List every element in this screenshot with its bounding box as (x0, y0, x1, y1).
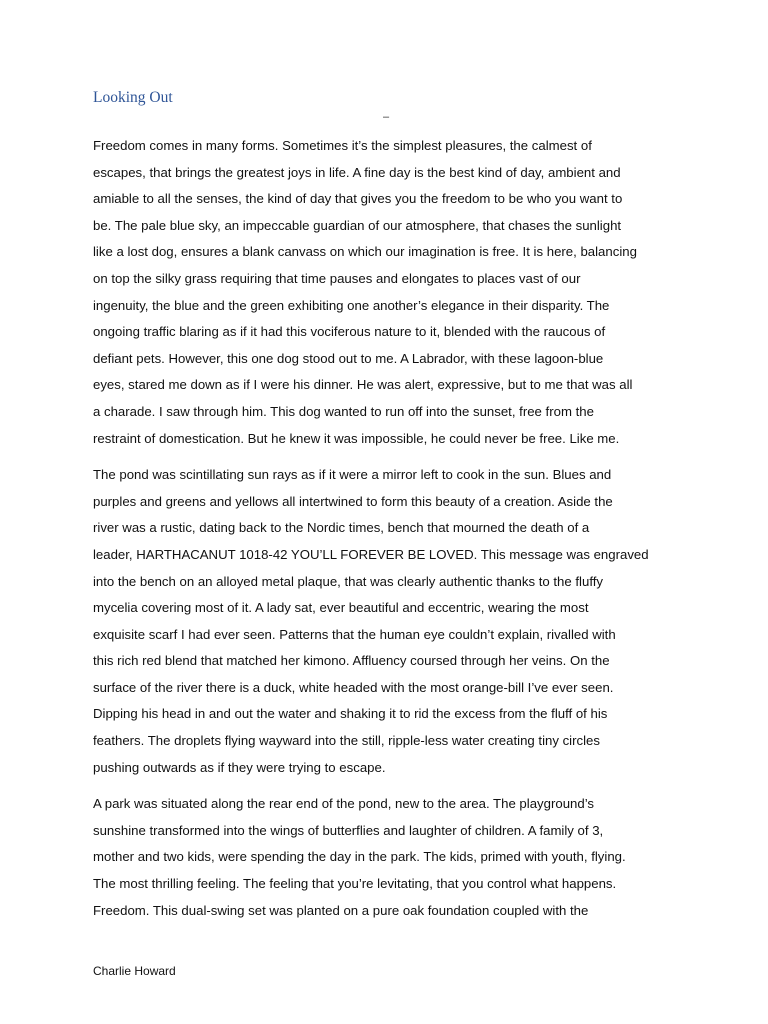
text-line: this rich red blend that matched her kimono. Affluency coursed through her veins. On the (93, 653, 610, 669)
text-line: The pond was scintillating sun rays as if it were a mirror left to cook in the sun. Blues and (93, 467, 612, 483)
text-line: amiable to all the senses, the kind of day that gives you the freedom to be who you want to (93, 191, 623, 207)
text-line: mycelia covering most of it. A lady sat, ever beautiful and eccentric, wearing the most (93, 600, 589, 616)
text-line: on top the silky grass requiring that time pauses and elongates to places vast of our (93, 270, 581, 286)
paragraph-1 (93, 133, 679, 452)
text-line: sunshine transformed into the wings of butterflies and laughter of children. A family of 3, (93, 822, 604, 838)
text-line: like a lost dog, ensures a blank canvass on which our imagination is free. It is here, balancing (93, 244, 637, 260)
text-line: defiant pets. However, this one dog stood out to me. A Labrador, with these lagoon-blue (93, 350, 604, 366)
text-line: a charade. I saw through him. This dog wanted to run off into the sunset, free from the (93, 403, 594, 419)
text-line: mother and two kids, were spending the day in the park. The kids, primed with youth, flying. (93, 849, 626, 865)
text-line: ongoing traffic blaring as if it had this vociferous nature to it, blended with the raucous of (93, 324, 606, 340)
text-line: escapes, that brings the greatest joys in life. A fine day is the best kind of day, ambient and (93, 164, 621, 180)
text-line: leader, HARTHACANUT 1018-42 YOU’LL FOREVER BE LOVED. This message was engraved (93, 546, 649, 562)
text-line: eyes, stared me down as if I were his dinner. He was alert, expressive, but to me that was all (93, 377, 633, 393)
text-line: pushing outwards as if they were trying to escape. (93, 759, 386, 775)
paragraph-3 (93, 791, 679, 924)
footer-author: Charlie Howard (93, 964, 176, 978)
document-body (93, 133, 679, 934)
document-title: Looking Out (93, 89, 173, 106)
text-line: Freedom. This dual-swing set was planted on a pure oak foundation coupled with the (93, 902, 589, 918)
text-line: ingenuity, the blue and the green exhibiting one another’s elegance in their disparity. The (93, 297, 610, 313)
text-line: Freedom comes in many forms. Sometimes it’s the simplest pleasures, the calmest of (93, 138, 592, 153)
text-line: be. The pale blue sky, an impeccable guardian of our atmosphere, that chases the sunlight (93, 217, 622, 233)
title-divider-mark: – (383, 111, 390, 123)
text-line: A park was situated along the rear end of the pond, new to the area. The playground’s (93, 796, 594, 812)
text-line: purples and greens and yellows all intertwined to form this beauty of a creation. Aside the (93, 493, 613, 509)
paragraph-2 (93, 462, 679, 781)
text-line: feathers. The droplets flying wayward into the still, ripple-less water creating tiny circles (93, 733, 600, 749)
text-line: restraint of domestication. But he knew it was impossible, he could never be free. Like me. (93, 430, 620, 446)
text-line: The most thrilling feeling. The feeling that you’re levitating, that you control what happens. (93, 876, 617, 892)
text-line: Dipping his head in and out the water and shaking it to rid the excess from the fluff of his (93, 706, 608, 722)
text-line: river was a rustic, dating back to the Nordic times, bench that mourned the death of a (93, 520, 590, 536)
text-line: exquisite scarf I had ever seen. Patterns that the human eye couldn’t explain, rivalled with (93, 626, 616, 642)
text-line: surface of the river there is a duck, white headed with the most orange-bill I’ve ever seen. (93, 679, 614, 695)
text-line: into the bench on an alloyed metal plaque, that was clearly authentic thanks to the fluffy (93, 573, 603, 589)
